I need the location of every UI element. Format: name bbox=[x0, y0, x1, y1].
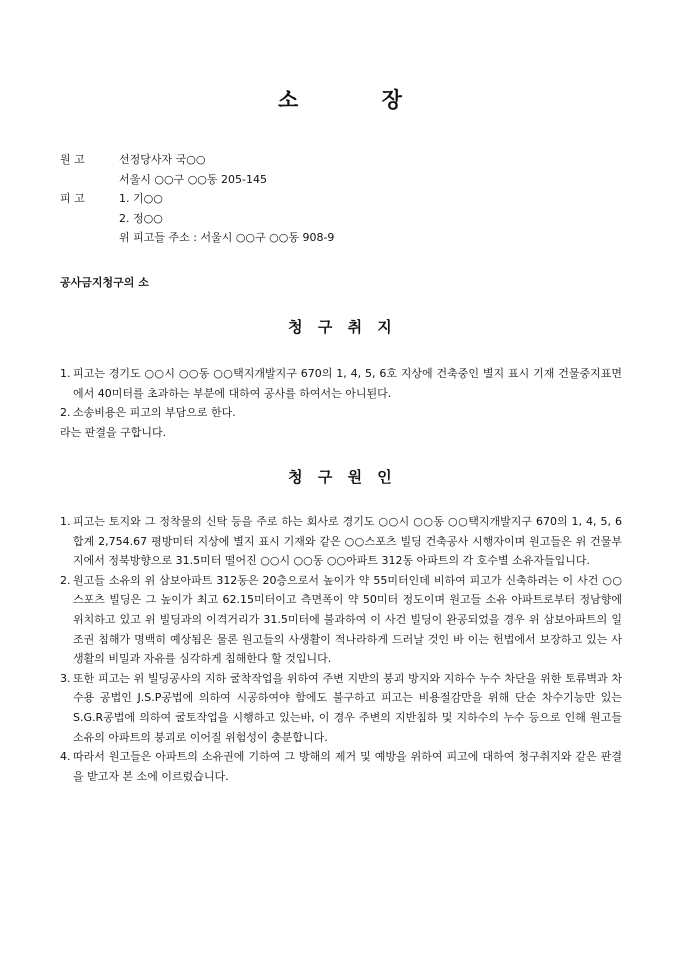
claim-number: 2. bbox=[60, 406, 71, 420]
ground-item-1 bbox=[60, 512, 622, 571]
ground-item-2 bbox=[60, 571, 622, 669]
ground-number: 3. bbox=[60, 671, 71, 685]
claim-text: 소송비용은 피고의 부담으로 한다. bbox=[73, 406, 236, 420]
ground-text: 피고는 토지와 그 정착물의 신탁 등을 주로 하는 회사로 경기도 ○○시 ○○동 ○○택지개발지구 670의 1, 4, 5, 6 합계 2,754.67 평방미터 지상에 별지 표시 기재와 같은 ○○스포츠 빌딩 건축공사 시행자이며 원고들은 위 건물부지에서 정북방향으로 31.5미터 떨어진 ○○시 ○○동 ○○아파트 312동 아파트의 각 호수별 소유자들입니다. bbox=[73, 515, 622, 568]
claim-text: 피고는 경기도 ○○시 ○○동 ○○택지개발지구 670의 1, 4, 5, 6호 지상에 건축중인 별지 표시 기재 건물중지표면에서 40미터를 초과하는 부분에 대하여 공사를 하여서는 아니된다. bbox=[73, 367, 622, 400]
plaintiff-address-row bbox=[60, 170, 334, 190]
claim-item-1 bbox=[60, 364, 622, 403]
ground-text: 따라서 원고들은 아파트의 소유권에 기하여 그 방해의 제거 및 예방을 위하여 피고에 대하여 청구취지와 같은 판결을 받고자 본 소에 이르렀습니다. bbox=[73, 750, 622, 783]
defendant-role-label: 피 고 bbox=[60, 192, 85, 206]
plaintiff-row bbox=[60, 150, 334, 170]
ground-item-3 bbox=[60, 669, 622, 747]
claim-number: 1. bbox=[60, 367, 71, 380]
defendant-address: 위 피고들 주소 : 서울시 ○○구 ○○동 908-9 bbox=[119, 231, 335, 245]
defendant-1-name: 1. 기○○ bbox=[119, 192, 163, 206]
ground-text: 또한 피고는 위 빌딩공사의 지하 굴착작업을 위하여 주변 지반의 붕괴 방지와 지하수 누수 차단을 위한 토류벽과 차수용 공법인 J.S.P공법에 의하여 시공하여야 함에도 불구하고 피고는 비용절감만을 위해 단순 차수기능만 있는 S.G.R공법에 의하여 굴토작업을 시행하고 있는바, 이 경우 주변의 지반침하 및 지하수의 누수 등으로 인해 원고들 소유의 아파트의 붕괴로 이어질 위험성이 충분합니다. bbox=[73, 671, 622, 744]
ground-text: 원고들 소유의 위 삼보아파트 312동은 20층으로서 높이가 약 55미터인데 비하여 피고가 신축하려는 이 사건 ○○스포츠 빌딩은 그 높이가 최고 62.15미터이고 측면폭이 약 50미터 정도이며 원고들 소유 아파트로부터 정남향에 위치하고 있고 위 빌딩과의 이격거리가 31.5미터에 불과하여 이 사건 빌딩이 완공되었을 경우 위 삼보아파트의 일조권 침해가 명백히 예상됨은 물론 원고들의 사생활이 적나라하게 드러날 것인 바 이는 헌법에서 보장하고 있는 사생활의 비밀과 자유를 심각하게 침해한다 할 것입니다. bbox=[73, 573, 622, 666]
plaintiff-name: 선정당사자 국○○ bbox=[119, 153, 206, 166]
claim-item-2 bbox=[60, 403, 622, 423]
ground-number: 1. bbox=[60, 515, 71, 528]
case-name: 공사금지청구의 소 bbox=[60, 276, 149, 289]
defendant-row bbox=[60, 189, 334, 209]
ground-item-4 bbox=[60, 747, 622, 786]
grounds-list bbox=[60, 512, 622, 786]
plaintiff-address: 서울시 ○○구 ○○동 205-145 bbox=[119, 172, 267, 186]
defendant-2-name: 2. 정○○ bbox=[119, 211, 163, 225]
parties-block bbox=[60, 150, 334, 248]
ground-number: 2. bbox=[60, 573, 71, 587]
plaintiff-role-label: 원 고 bbox=[60, 153, 85, 166]
claims-heading: 청 구 취 지 bbox=[288, 318, 397, 336]
defendant-address-row bbox=[60, 228, 334, 248]
ground-number: 4. bbox=[60, 750, 71, 764]
claims-list bbox=[60, 364, 622, 423]
defendant-2-row bbox=[60, 209, 334, 229]
document-title: 소 장 bbox=[278, 87, 440, 112]
grounds-heading: 청 구 원 인 bbox=[288, 468, 397, 486]
claims-closing: 라는 판결을 구합니다. bbox=[60, 426, 167, 439]
